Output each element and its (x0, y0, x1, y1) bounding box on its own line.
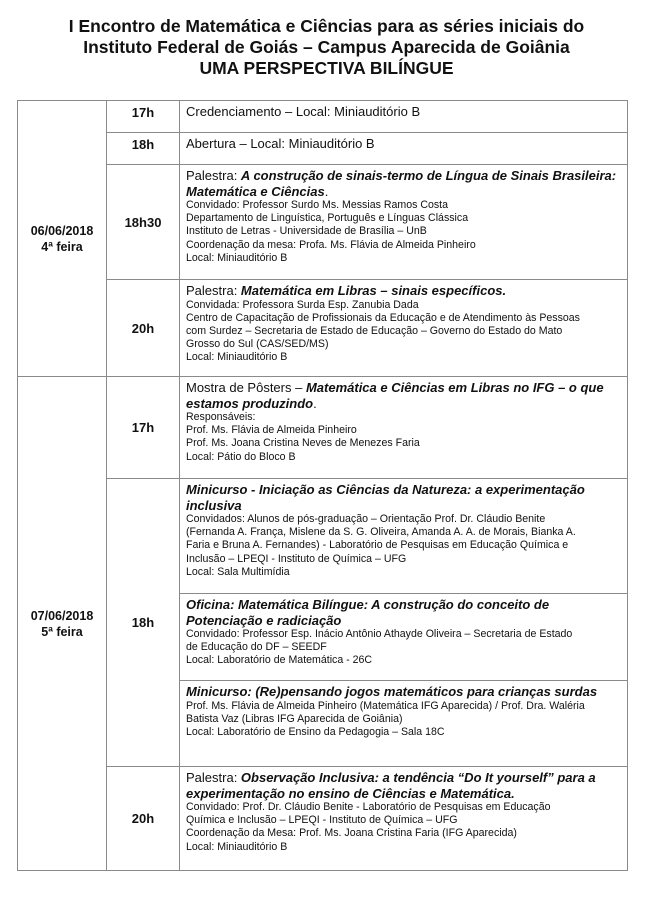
activity-details (186, 411, 621, 464)
activity-details (186, 199, 621, 265)
title-suffix: . (324, 183, 329, 199)
activity-name: A construção de sinais-termo de Língua de Sinais Brasileira: Matemática e Ciências (186, 168, 617, 199)
date: 06/06/2018 (30, 223, 94, 238)
activity-details (186, 801, 621, 854)
detail-line: Convidada: Professora Surda Esp. Zanubia Dada (186, 298, 419, 311)
document-title (0, 16, 653, 79)
detail-line: Prof. Ms. Flávia de Almeida Pinheiro (186, 424, 357, 437)
detail-line: Grosso do Sul (CAS/SED/MS) (186, 338, 329, 351)
activity-cell (180, 479, 628, 594)
detail-line: Coordenação da mesa: Profa. Ms. Flávia de Almeida Pinheiro (186, 238, 476, 251)
time-cell: 18h30 (107, 165, 180, 280)
activity-details (186, 513, 621, 579)
detail-line: Coordenação da Mesa: Prof. Ms. Joana Cristina Faria (IFG Aparecida) (186, 827, 517, 840)
weekday: 4ª feira (41, 239, 83, 254)
title-line-2: Instituto Federal de Goiás – Campus Aparecida de Goiânia (83, 37, 570, 57)
schedule-row (18, 767, 628, 871)
schedule-row (18, 133, 628, 165)
detail-line: Convidado: Professor Esp. Inácio Antônio Athayde Oliveira – Secretaria de Estado (186, 628, 573, 640)
activity-title (186, 770, 621, 801)
schedule-row (18, 165, 628, 280)
detail-line: Convidado: Prof. Dr. Cláudio Benite - Laboratório de Pesquisas em Educação (186, 801, 551, 813)
detail-line: Faria e Bruna A. Fernandes) - Laboratório de Pesquisas em Educação Química e (186, 539, 569, 552)
detail-line: Responsáveis: (186, 411, 256, 423)
activity-cell (180, 594, 628, 681)
activity-type: Palestra: (186, 770, 241, 785)
activity-title: Credenciamento – Local: Miniauditório B (186, 104, 421, 119)
date: 07/06/2018 (30, 608, 94, 623)
detail-line: Local: Miniauditório B (186, 251, 288, 264)
activity-cell (180, 165, 628, 280)
detail-line: Inclusão – LPEQI - Instituto de Química – UFG (186, 552, 407, 565)
activity-details (186, 299, 621, 365)
detail-line: Química e Inclusão – LPEQI - Instituto de Química – UFG (186, 814, 458, 827)
time-cell: 20h (107, 767, 180, 871)
detail-line: Prof. Ms. Flávia de Almeida Pinheiro (Matemática IFG Aparecida) / Prof. Dra. Waléria (186, 699, 585, 712)
activity-type: Palestra: (186, 168, 241, 183)
activity-type: Mostra de Pôsters – (186, 380, 306, 395)
activity-name: Observação Inclusiva: a tendência “Do It yourself” para a experimentação no ensino de Ciências e Matemática. (186, 770, 596, 801)
detail-line: Local: Sala Multimídia (186, 565, 290, 578)
detail-line: Centro de Capacitação de Profissionais da Educação e de Atendimento às Pessoas (186, 311, 580, 324)
activity-cell (180, 133, 628, 165)
detail-line: Convidados: Alunos de pós-graduação – Orientação Prof. Dr. Cláudio Benite (186, 513, 546, 525)
activity-title (186, 283, 621, 299)
title-line-1: I Encontro de Matemática e Ciências para as séries iniciais do (68, 16, 585, 36)
activity-cell (180, 767, 628, 871)
detail-line: Local: Laboratório de Ensino da Pedagogia – Sala 18C (186, 725, 445, 738)
title-suffix: . (313, 395, 317, 411)
activity-type: Palestra: (186, 283, 241, 298)
time-cell: 17h (107, 101, 180, 133)
detail-line: Batista Vaz (Libras IFG Aparecida de Goiânia) (186, 712, 403, 725)
activity-title (186, 168, 621, 199)
time-cell: 18h (107, 133, 180, 165)
detail-line: Convidado: Professor Surdo Ms. Messias Ramos Costa (186, 199, 449, 211)
detail-line: Departamento de Linguística, Português e Línguas Clássica (186, 212, 469, 225)
detail-line: de Educação do DF – SEEDF (186, 641, 327, 654)
date-cell (18, 377, 107, 871)
time-cell: 17h (107, 377, 180, 479)
detail-line: Instituto de Letras - Universidade de Brasília – UnB (186, 225, 427, 238)
weekday: 5ª feira (41, 624, 83, 639)
schedule-row (18, 479, 628, 594)
detail-line: Local: Miniauditório B (186, 840, 288, 853)
activity-cell (180, 101, 628, 133)
detail-line: Local: Miniauditório B (186, 351, 288, 364)
title-line-3: UMA PERSPECTIVA BILÍNGUE (199, 58, 454, 78)
activity-title: Minicurso: (Re)pensando jogos matemáticos para crianças surdas (186, 684, 598, 699)
activity-title: Minicurso - Iniciação as Ciências da Natureza: a experimentação inclusiva (186, 482, 585, 513)
activity-title: Abertura – Local: Miniauditório B (186, 136, 375, 151)
schedule-table (17, 100, 628, 871)
detail-line: Prof. Ms. Joana Cristina Neves de Menezes Faria (186, 437, 420, 450)
activity-cell (180, 681, 628, 767)
detail-line: com Surdez – Secretaria de Estado de Educação – Governo do Estado do Mato (186, 324, 563, 337)
activity-name: Matemática e Ciências em Libras no IFG – o que estamos produzindo (186, 380, 604, 411)
schedule-row (18, 101, 628, 133)
time-cell: 20h (107, 280, 180, 377)
schedule-row (18, 377, 628, 479)
activity-details (186, 628, 621, 668)
activity-cell (180, 280, 628, 377)
detail-line: Local: Pátio do Bloco B (186, 450, 296, 463)
time-cell: 18h (107, 479, 180, 767)
activity-title: Oficina: Matemática Bilíngue: A construção do conceito de Potenciação e radiciação (186, 597, 550, 628)
date-cell (18, 101, 107, 377)
detail-line: (Fernanda A. França, Mislene da S. G. Oliveira, Amanda A. A. de Morais, Bianka A. (186, 526, 576, 539)
detail-line: Local: Laboratório de Matemática - 26C (186, 654, 373, 667)
schedule-row (18, 280, 628, 377)
activity-title (186, 380, 621, 411)
activity-name: Matemática em Libras – sinais específicos. (240, 283, 507, 298)
activity-details (186, 700, 621, 740)
activity-cell (180, 377, 628, 479)
